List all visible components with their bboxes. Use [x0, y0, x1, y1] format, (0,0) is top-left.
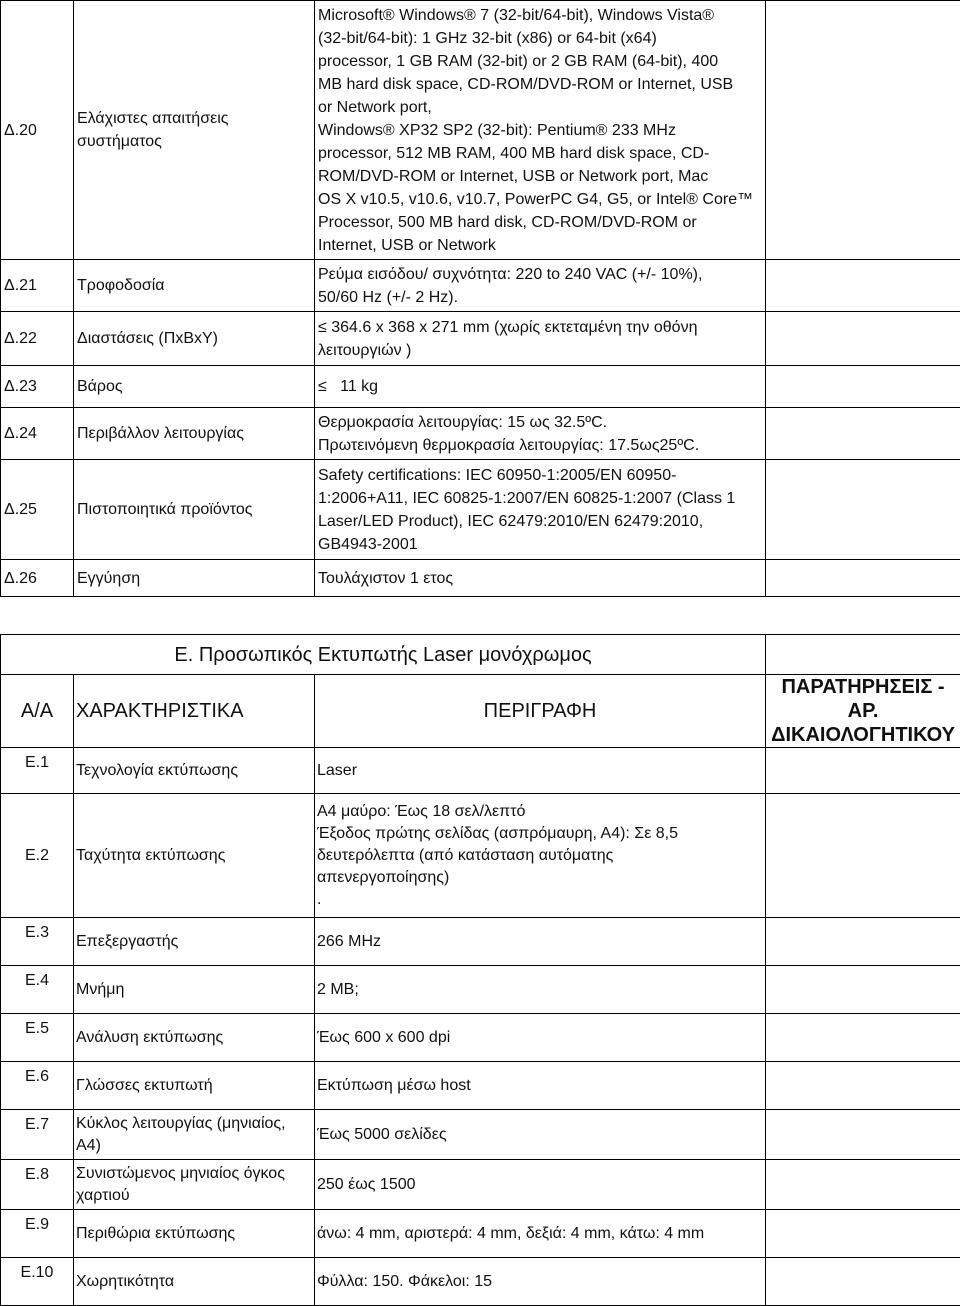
description-line: άνω: 4 mm, αριστερά: 4 mm, δεξιά: 4 mm, κάτω: 4 mm	[317, 1223, 763, 1245]
description-line: ≤ 364.6 x 368 x 271 mm (χωρίς εκτεταμένη την οθόνη	[318, 316, 763, 339]
row-remarks	[766, 1062, 960, 1110]
row-code: Ε.3	[1, 918, 74, 966]
row-remarks	[766, 1210, 960, 1258]
row-label: Επεξεργαστής	[74, 918, 315, 966]
row-label: Ανάλυση εκτύπωσης	[74, 1014, 315, 1062]
row-label: Περιβάλλον λειτουργίας	[74, 408, 315, 460]
description-line: Πρωτεινόμενη θερμοκρασία λειτουργίας: 17.5ως25ºC.	[318, 434, 763, 457]
row-label: Περιθώρια εκτύπωσης	[74, 1210, 315, 1258]
description-line: GB4943-2001	[318, 533, 763, 556]
row-code: Ε.8	[1, 1160, 74, 1210]
row-code: Δ.23	[1, 366, 74, 408]
row-description	[315, 1258, 766, 1306]
row-code: Δ.26	[1, 560, 74, 597]
description-line: MB hard disk space, CD-ROM/DVD-ROM or Internet, USB	[318, 73, 763, 96]
row-remarks	[766, 260, 960, 312]
row-label: Ταχύτητα εκτύπωσης	[74, 794, 315, 918]
description-line: Safety certifications: IEC 60950-1:2005/EN 60950-	[318, 464, 763, 487]
header-aa: Α/Α	[1, 675, 74, 748]
description-line: 1:2006+A11, IEC 60825-1:2007/EN 60825-1:2007 (Class 1	[318, 487, 763, 510]
description-line: Ρεύμα εισόδου/ συχνότητα: 220 to 240 VAC (+/- 10%),	[318, 263, 763, 286]
table-row	[1, 966, 960, 1014]
table-row	[1, 366, 960, 408]
row-description	[315, 918, 766, 966]
row-remarks	[766, 748, 960, 794]
row-code: Ε.10	[1, 1258, 74, 1306]
row-label: Διαστάσεις (ΠxΒxΥ)	[74, 312, 315, 366]
row-code: Ε.4	[1, 966, 74, 1014]
description-line: Έως 600 x 600 dpi	[317, 1027, 763, 1049]
row-description	[315, 312, 766, 366]
header-features: ΧΑΡΑΚΤΗΡΙΣΤΙΚΑ	[74, 675, 315, 748]
row-remarks	[766, 560, 960, 597]
description-line: processor, 1 GB RAM (32-bit) or 2 GB RAM (64-bit), 400	[318, 50, 763, 73]
row-code: Δ.25	[1, 460, 74, 560]
table-row	[1, 1, 960, 260]
description-line: Έξοδος πρώτης σελίδας (ασπρόμαυρη, Α4): Σε 8,5	[317, 823, 763, 845]
row-label: Χωρητικότητα	[74, 1258, 315, 1306]
table-row	[1, 1062, 960, 1110]
row-label: Μνήμη	[74, 966, 315, 1014]
row-description	[315, 794, 766, 918]
table-row	[1, 1014, 960, 1062]
row-code: Δ.21	[1, 260, 74, 312]
header-description: ΠΕΡΙΓΡΑΦΗ	[315, 675, 766, 748]
description-line: (32-bit/64-bit): 1 GHz 32-bit (x86) or 64-bit (x64)	[318, 27, 763, 50]
row-code: Ε.1	[1, 748, 74, 794]
title-spacer	[766, 635, 960, 675]
description-line: Windows® XP32 SP2 (32-bit): Pentium® 233 MHz	[318, 119, 763, 142]
row-description	[315, 366, 766, 408]
row-remarks	[766, 312, 960, 366]
table-row	[1, 1110, 960, 1160]
table-row	[1, 794, 960, 918]
description-line: 2 MB;	[317, 979, 763, 1001]
row-code: Ε.6	[1, 1062, 74, 1110]
row-description	[315, 1160, 766, 1210]
description-line: 266 MHz	[317, 931, 763, 953]
row-description	[315, 1, 766, 260]
row-code: Δ.22	[1, 312, 74, 366]
row-label: Εγγύηση	[74, 560, 315, 597]
description-line: Θερμοκρασία λειτουργίας: 15 ως 32.5ºC.	[318, 411, 763, 434]
description-line: OS X v10.5, v10.6, v10.7, PowerPC G4, G5, or Intel® Core™	[318, 188, 763, 211]
table-row	[1, 918, 960, 966]
description-line: 250 έως 1500	[317, 1174, 763, 1196]
row-label: Γλώσσες εκτυπωτή	[74, 1062, 315, 1110]
row-remarks	[766, 1160, 960, 1210]
row-remarks	[766, 1014, 960, 1062]
description-line: Laser	[317, 760, 763, 782]
section-title-row	[1, 635, 960, 675]
table-row	[1, 748, 960, 794]
description-line: .	[317, 889, 763, 911]
row-label: Τεχνολογία εκτύπωσης	[74, 748, 315, 794]
table-row	[1, 460, 960, 560]
row-description	[315, 560, 766, 597]
header-remarks: ΠΑΡΑΤΗΡΗΣΕΙΣ - ΑΡ. ΔΙΚΑΙΟΛΟΓΗΤΙΚΟΥ	[766, 675, 960, 748]
row-remarks	[766, 1110, 960, 1160]
table-row	[1, 1258, 960, 1306]
table-row	[1, 1210, 960, 1258]
description-line: λειτουργιών )	[318, 339, 763, 362]
description-line: Α4 μαύρο: Έως 18 σελ/λεπτό	[317, 801, 763, 823]
header-row	[1, 675, 960, 748]
description-line: or Network port,	[318, 96, 763, 119]
row-code: Ε.9	[1, 1210, 74, 1258]
description-line: απενεργοποίησης)	[317, 867, 763, 889]
row-description	[315, 1110, 766, 1160]
description-line: Microsoft® Windows® 7 (32-bit/64-bit), Windows Vista®	[318, 4, 763, 27]
row-remarks	[766, 966, 960, 1014]
row-remarks	[766, 918, 960, 966]
description-line: Processor, 500 MB hard disk, CD-ROM/DVD-ROM or	[318, 211, 763, 234]
description-line: δευτερόλεπτα (από κατάσταση αυτόματης	[317, 845, 763, 867]
row-description	[315, 1210, 766, 1258]
row-description	[315, 260, 766, 312]
row-label: Ελάχιστες απαιτήσεις συστήματος	[74, 1, 315, 260]
row-description	[315, 408, 766, 460]
row-description	[315, 1062, 766, 1110]
row-code: Ε.2	[1, 794, 74, 918]
description-line: Έως 5000 σελίδες	[317, 1124, 763, 1146]
row-remarks	[766, 794, 960, 918]
description-line: Φύλλα: 150. Φάκελοι: 15	[317, 1271, 763, 1293]
row-description	[315, 748, 766, 794]
row-label: Πιστοποιητικά προϊόντος	[74, 460, 315, 560]
table-row	[1, 560, 960, 597]
row-code: Ε.5	[1, 1014, 74, 1062]
row-label: Κύκλος λειτουργίας (μηνιαίος, Α4)	[74, 1110, 315, 1160]
row-code: Ε.7	[1, 1110, 74, 1160]
row-code: Δ.20	[1, 1, 74, 260]
description-line: Τουλάχιστον 1 ετος	[318, 567, 763, 590]
row-remarks	[766, 408, 960, 460]
section-title: Ε. Προσωπικός Εκτυπωτής Laser μονόχρωμος	[1, 635, 766, 675]
row-label: Βάρος	[74, 366, 315, 408]
description-line: ≤ 11 kg	[318, 375, 763, 398]
description-line: Εκτύπωση μέσω host	[317, 1075, 763, 1097]
description-line: processor, 512 MB RAM, 400 MB hard disk space, CD-	[318, 142, 763, 165]
row-description	[315, 1014, 766, 1062]
table-row	[1, 1160, 960, 1210]
description-line: ROM/DVD-ROM or Internet, USB or Network port, Mac	[318, 165, 763, 188]
row-label: Συνιστώμενος μηνιαίος όγκος χαρτιού	[74, 1160, 315, 1210]
row-remarks	[766, 460, 960, 560]
table-row	[1, 408, 960, 460]
row-remarks	[766, 1258, 960, 1306]
section-d-table	[0, 0, 960, 597]
description-line: Laser/LED Product), IEC 62479:2010/EN 62479:2010,	[318, 510, 763, 533]
row-code: Δ.24	[1, 408, 74, 460]
table-row	[1, 260, 960, 312]
table-row	[1, 312, 960, 366]
section-e-table	[0, 634, 960, 1306]
row-remarks	[766, 1, 960, 260]
row-description	[315, 966, 766, 1014]
row-label: Τροφοδοσία	[74, 260, 315, 312]
row-description	[315, 460, 766, 560]
description-line: Internet, USB or Network	[318, 234, 763, 257]
row-remarks	[766, 366, 960, 408]
description-line: 50/60 Hz (+/- 2 Hz).	[318, 286, 763, 309]
